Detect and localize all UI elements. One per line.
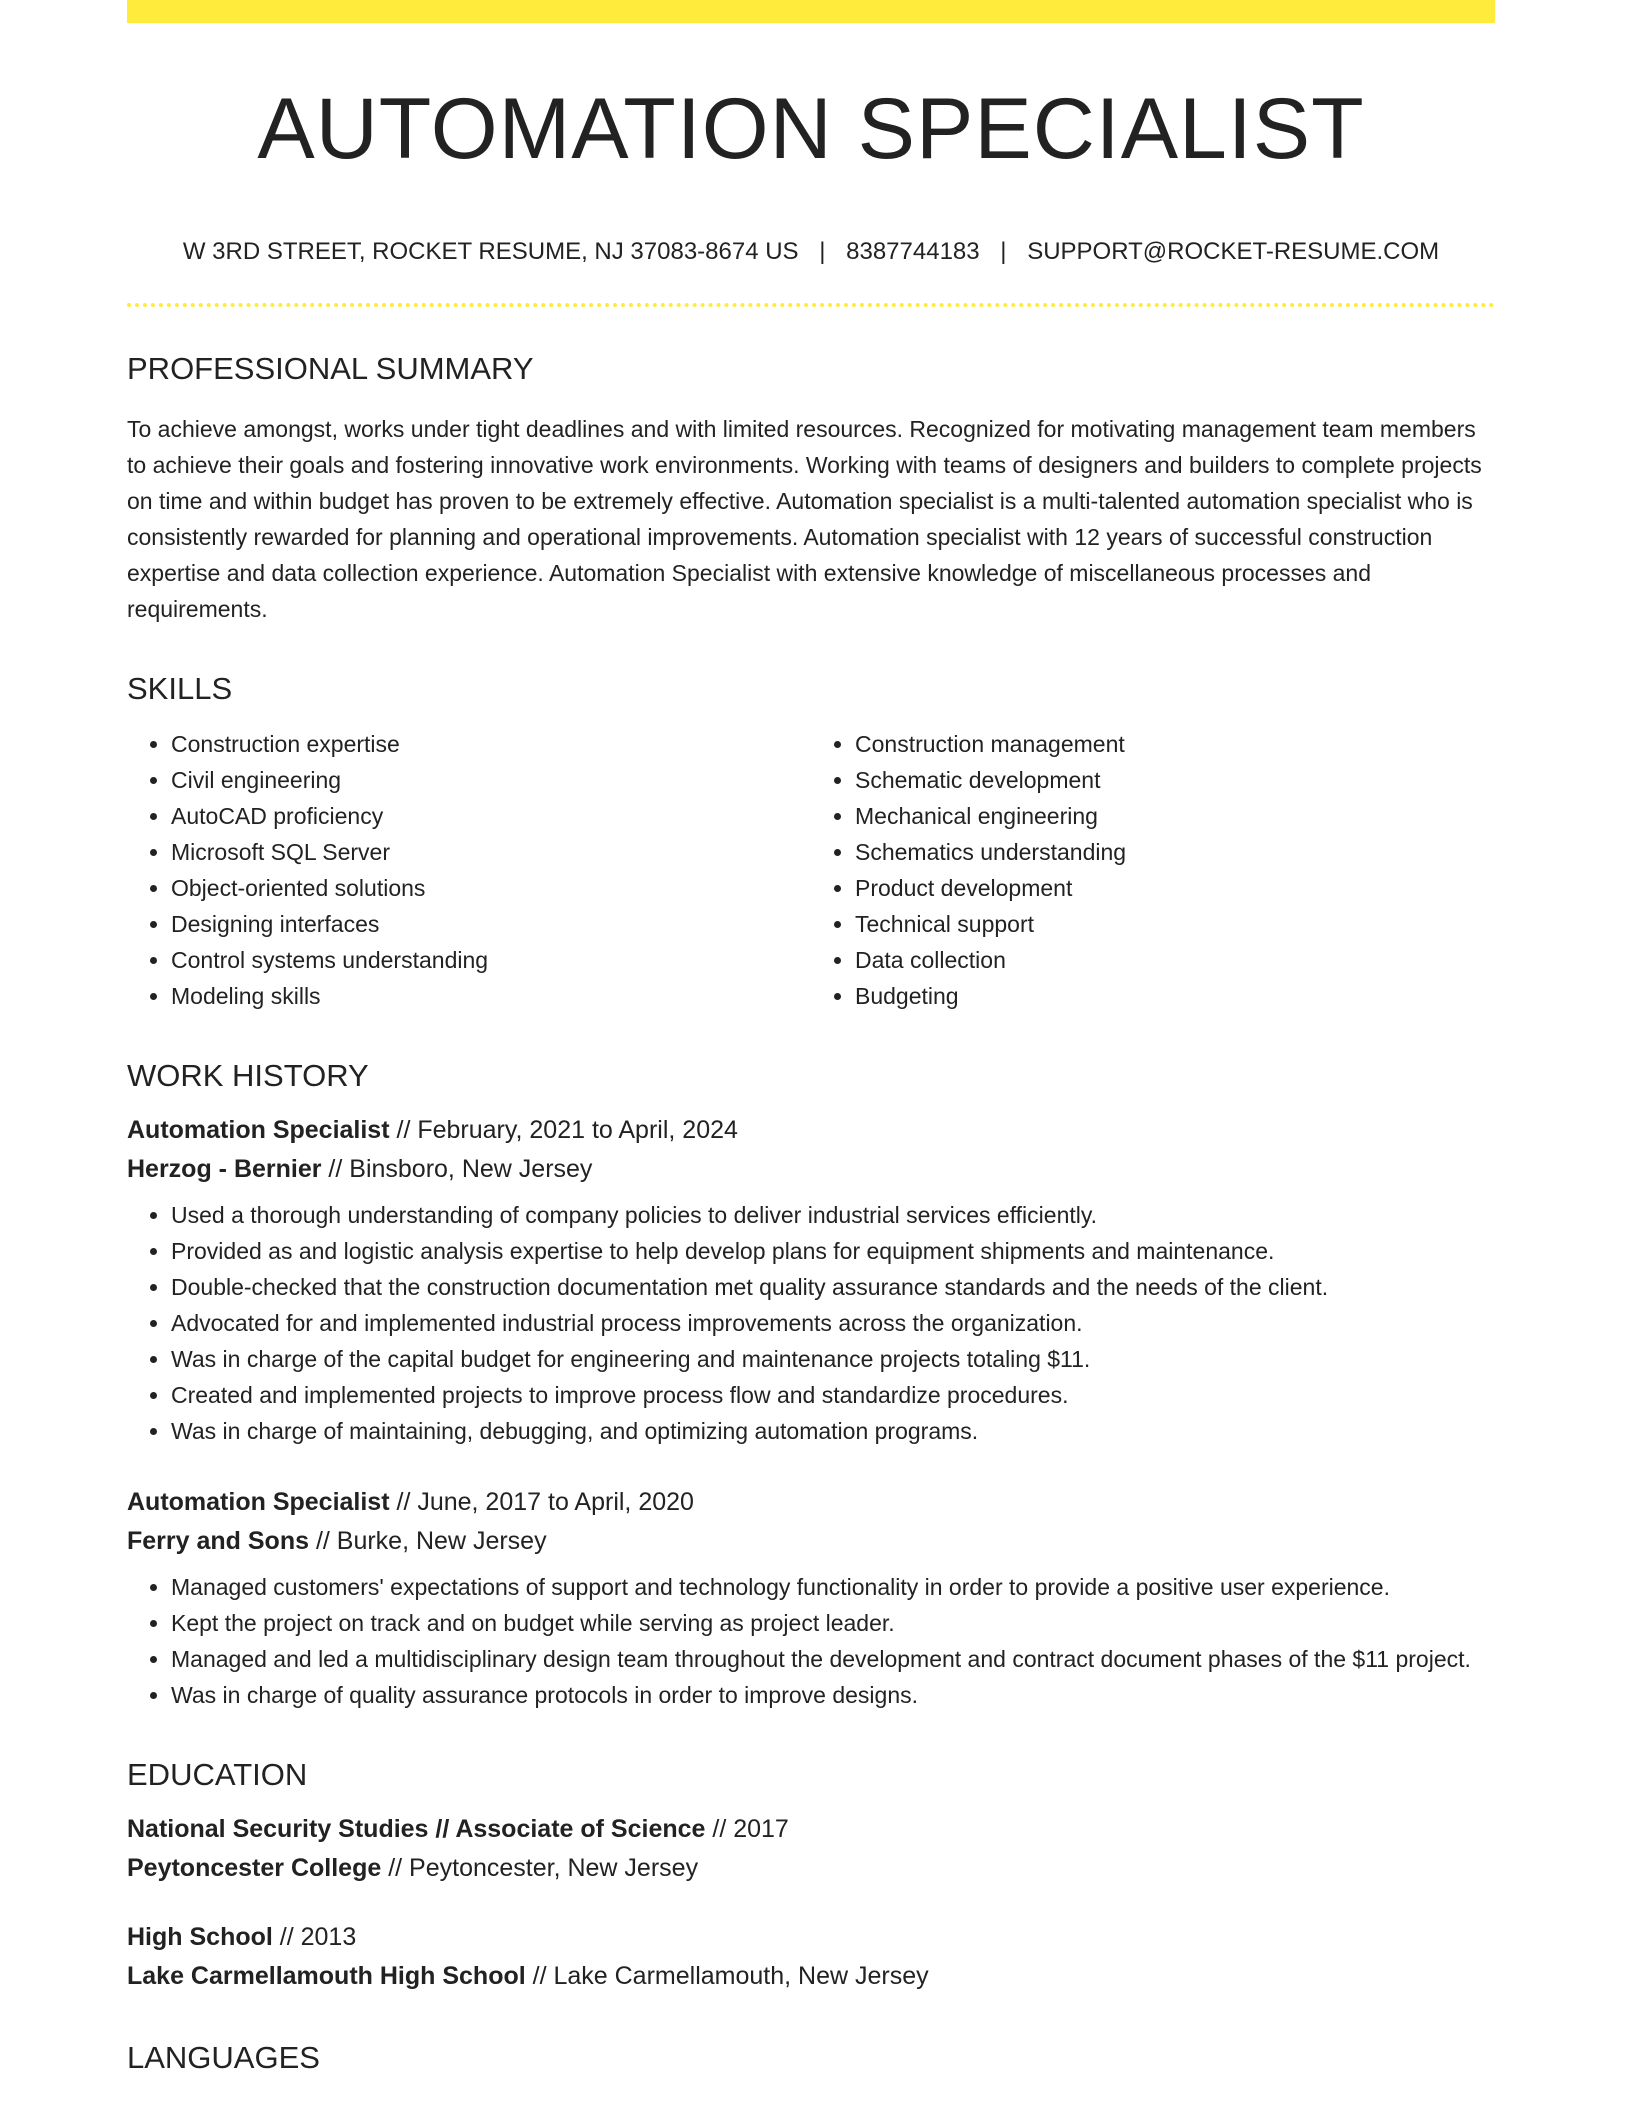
education-degree-line: [127, 1810, 1495, 1849]
job-company-line: [127, 1150, 1495, 1189]
education-degree-line: [127, 1918, 1495, 1957]
skill-item: • Construction expertise: [171, 726, 811, 762]
skill-item: • Data collection: [855, 942, 1495, 978]
skills-list: [127, 726, 1495, 1014]
job-location: // Burke, New Jersey: [309, 1527, 547, 1555]
skills-column-right: [811, 726, 1495, 1014]
skill-item: • Civil engineering: [171, 762, 811, 798]
skill-item: • Schematic development: [855, 762, 1495, 798]
education-school: Peytoncester College: [127, 1854, 382, 1882]
skill-item: • Construction management: [855, 726, 1495, 762]
duty-item: • Kept the project on track and on budget while serving as project leader.: [171, 1605, 1495, 1641]
top-accent-bar: [127, 0, 1495, 23]
resume-page: [127, 0, 1495, 2073]
summary-title: PROFESSIONAL SUMMARY: [127, 351, 534, 386]
job-role-line: [127, 1111, 1495, 1150]
skill-item: • Object-oriented solutions: [171, 870, 811, 906]
contact-phone: 8387744183: [846, 238, 980, 265]
education-entry: [127, 1810, 1495, 1888]
job-entry: [127, 1111, 1495, 1449]
contact-address: W 3RD STREET, ROCKET RESUME, NJ 37083-8674 US: [182, 238, 799, 265]
skills-title: SKILLS: [127, 671, 233, 706]
education-location: // Lake Carmellamouth, New Jersey: [525, 1962, 929, 1990]
education-entry: [127, 1918, 1495, 1996]
skill-item: • Designing interfaces: [171, 906, 811, 942]
skill-item: • Microsoft SQL Server: [171, 834, 811, 870]
duty-item: • Managed customers' expectations of support and technology functionality in order to provide a positive user experience.: [171, 1569, 1495, 1605]
skill-item: • Schematics understanding: [855, 834, 1495, 870]
header-divider: [127, 303, 1495, 307]
duty-item: • Double-checked that the construction documentation met quality assurance standards and the needs of the client.: [171, 1269, 1495, 1305]
education-location: // Peytoncester, New Jersey: [381, 1854, 699, 1882]
job-role: Automation Specialist: [127, 1488, 390, 1516]
skill-item: • AutoCAD proficiency: [171, 798, 811, 834]
contact-separator: |: [819, 238, 826, 265]
skill-item: • Modeling skills: [171, 978, 811, 1014]
education-school-line: [127, 1849, 1495, 1888]
education-degree: National Security Studies // Associate of Science: [127, 1815, 706, 1843]
languages-title: LANGUAGES: [127, 2040, 320, 2075]
duty-item: • Advocated for and implemented industrial process improvements across the organization.: [171, 1305, 1495, 1341]
contact-separator: |: [1000, 238, 1007, 265]
education-school: Lake Carmellamouth High School: [127, 1962, 526, 1990]
job-duties: [127, 1197, 1495, 1449]
skill-item: • Budgeting: [855, 978, 1495, 1014]
job-company-line: [127, 1522, 1495, 1561]
duty-item: • Was in charge of quality assurance protocols in order to improve designs.: [171, 1677, 1495, 1713]
education-title: EDUCATION: [127, 1757, 308, 1792]
duty-item: • Created and implemented projects to improve process flow and standardize procedures.: [171, 1377, 1495, 1413]
job-role-line: [127, 1483, 1495, 1522]
education-school-line: [127, 1957, 1495, 1996]
skill-item: • Product development: [855, 870, 1495, 906]
skill-item: • Control systems understanding: [171, 942, 811, 978]
contact-email: SUPPORT@ROCKET-RESUME.COM: [1027, 238, 1440, 265]
job-dates: // February, 2021 to April, 2024: [389, 1116, 738, 1144]
education-year: // 2017: [705, 1815, 789, 1843]
skill-item: • Technical support: [855, 906, 1495, 942]
education-year: // 2013: [272, 1923, 357, 1951]
job-duties: [127, 1569, 1495, 1713]
education-degree: High School: [127, 1923, 273, 1951]
contact-line: [127, 240, 1495, 264]
work-history-title: WORK HISTORY: [127, 1058, 369, 1093]
job-company: Herzog - Bernier: [127, 1155, 322, 1183]
job-company: Ferry and Sons: [127, 1527, 309, 1555]
duty-item: • Was in charge of maintaining, debugging, and optimizing automation programs.: [171, 1413, 1495, 1449]
job-dates: // June, 2017 to April, 2020: [389, 1488, 694, 1516]
skills-column-left: [127, 726, 811, 1014]
skill-item: • Mechanical engineering: [855, 798, 1495, 834]
duty-item: • Was in charge of the capital budget for engineering and maintenance projects totaling $11.: [171, 1341, 1495, 1377]
summary-text: To achieve amongst, works under tight deadlines and with limited resources. Recognized for motivating management team members to achieve their goals and fostering innovative work environments. Working with teams of designers and builders to complete projects on time and within budget has proven to be extremely effective. Automation specialist is a multi-talented automation specialist who is consistently rewarded for planning and operational improvements. Automation specialist with 12 years of successful construction expertise and data collection experience. Automation Specialist with extensive knowledge of miscellaneous processes and requirements.: [127, 416, 1482, 622]
job-entry: [127, 1483, 1495, 1713]
job-location: // Binsboro, New Jersey: [321, 1155, 593, 1183]
duty-item: • Managed and led a multidisciplinary design team throughout the development and contract document phases of the $11 project.: [171, 1641, 1495, 1677]
resume-name: AUTOMATION SPECIALIST: [257, 81, 1365, 177]
job-role: Automation Specialist: [127, 1116, 390, 1144]
duty-item: • Used a thorough understanding of company policies to deliver industrial services efficiently.: [171, 1197, 1495, 1233]
duty-item: • Provided as and logistic analysis expertise to help develop plans for equipment shipments and maintenance.: [171, 1233, 1495, 1269]
